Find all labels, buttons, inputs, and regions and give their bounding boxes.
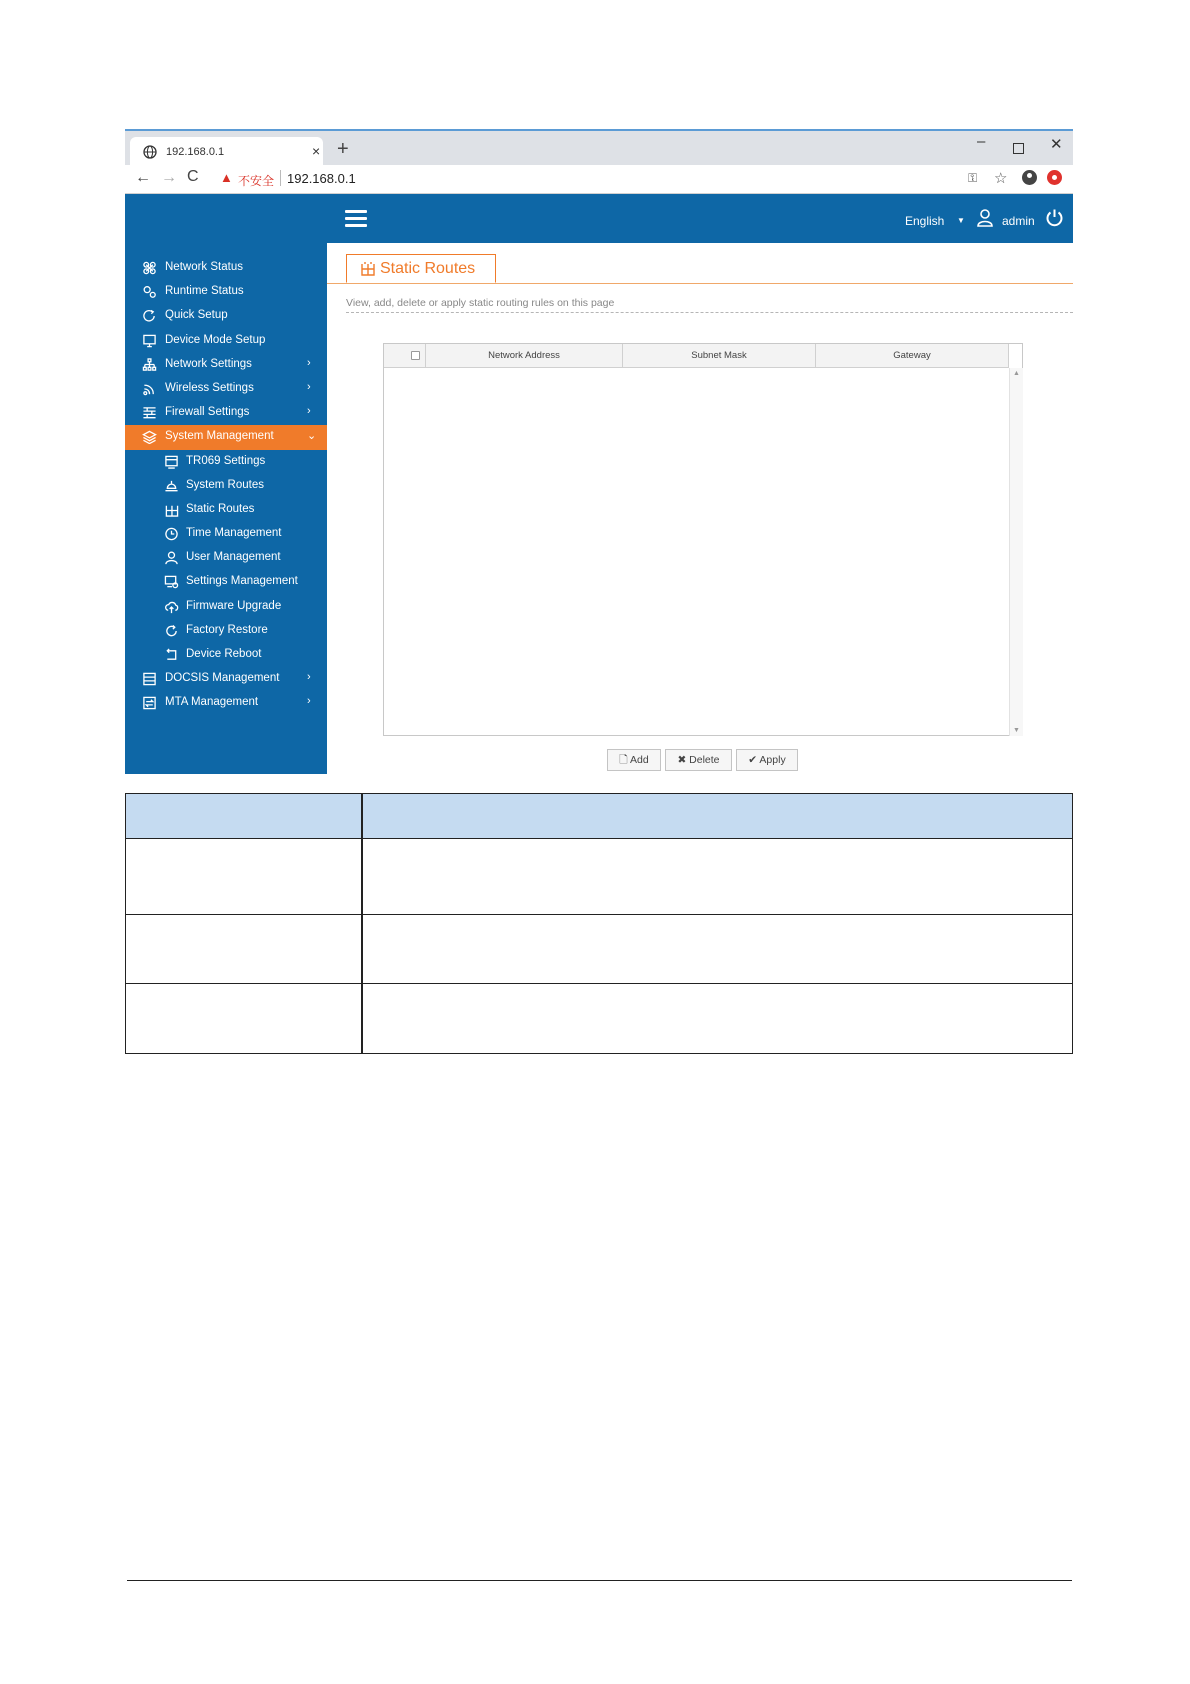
- language-caret-icon[interactable]: ▼: [957, 216, 965, 225]
- refresh-icon: [142, 309, 157, 323]
- sidebar-item-wireless-settings[interactable]: [125, 377, 327, 401]
- mta-icon: [142, 696, 157, 710]
- chevron-down-icon: ⌄: [307, 430, 317, 443]
- main-content: [327, 243, 1073, 774]
- sidebar-item-label: Quick Setup: [165, 309, 228, 322]
- layers-icon: [142, 430, 157, 444]
- sidebar-item-label: Device Reboot: [186, 648, 262, 660]
- sidebar-item-label: System Routes: [186, 478, 264, 491]
- sidebar-item-label: Static Routes: [186, 502, 255, 515]
- sidebar-item-label: Runtime Status: [165, 285, 244, 298]
- monitor-icon: [142, 334, 157, 348]
- back-icon[interactable]: ←: [135, 169, 151, 186]
- routes-icon: [164, 479, 179, 493]
- tab-close-icon[interactable]: ×: [312, 143, 321, 159]
- network-status-icon: [142, 261, 157, 275]
- url-input[interactable]: 192.168.0.1: [287, 171, 356, 186]
- document-table-divider: [361, 794, 363, 1053]
- page-footer-rule: [127, 1580, 1072, 1581]
- router-web-ui: [125, 194, 1073, 774]
- sidebar-item-system-management[interactable]: [125, 425, 327, 449]
- sidebar-item-label: Wireless Settings: [165, 381, 254, 394]
- sidebar-item-label: Firewall Settings: [165, 406, 250, 419]
- hamburger-menu-icon[interactable]: [345, 210, 367, 227]
- sidebar-item-docsis-management[interactable]: [125, 667, 327, 691]
- document-table: [125, 793, 1073, 1054]
- sidebar-item-label: Settings Management: [186, 575, 298, 588]
- chevron-right-icon: ›: [307, 356, 311, 369]
- page-title: Static Routes: [380, 260, 476, 277]
- sidebar-item-runtime-status[interactable]: [125, 280, 327, 304]
- scroll-up-icon[interactable]: ▲: [1013, 370, 1020, 377]
- select-all-checkbox[interactable]: [411, 351, 420, 360]
- document-table-row: [126, 984, 1072, 1053]
- sidebar-item-firewall-settings[interactable]: [125, 401, 327, 425]
- maximize-button[interactable]: [1013, 143, 1024, 154]
- static-routes-icon: [360, 261, 376, 277]
- sidebar-item-time-management[interactable]: [125, 522, 327, 546]
- clock-icon: [164, 527, 179, 541]
- power-icon[interactable]: [1045, 208, 1064, 227]
- document-table-header: [126, 794, 1072, 839]
- chevron-right-icon: ›: [307, 695, 311, 708]
- table-header: [384, 344, 1009, 368]
- table-scrollbar[interactable]: [1009, 368, 1023, 736]
- sidebar-item-label: DOCSIS Management: [165, 672, 280, 685]
- user-icon: [977, 209, 993, 227]
- sidebar-item-static-routes[interactable]: [125, 498, 327, 522]
- sidebar-item-label: Network Settings: [165, 357, 252, 370]
- user-icon: [164, 551, 179, 565]
- sidebar-item-label: Firmware Upgrade: [186, 599, 282, 612]
- select-all-cell: [384, 344, 426, 368]
- address-bar: [125, 165, 1073, 194]
- sidebar-item-network-status[interactable]: [125, 256, 327, 280]
- sidebar-item-label: Network Status: [165, 261, 243, 273]
- restore-icon: [164, 624, 179, 638]
- url-separator: [280, 170, 281, 186]
- sidebar-item-network-settings[interactable]: [125, 353, 327, 377]
- insecure-label[interactable]: 不安全: [238, 174, 275, 188]
- sidebar-item-device-mode-setup[interactable]: [125, 329, 327, 353]
- static-routes-icon: [164, 503, 179, 517]
- cloud-upload-icon: [164, 600, 179, 614]
- new-tab-button[interactable]: +: [337, 138, 349, 160]
- sidebar-item-device-reboot[interactable]: [125, 643, 327, 667]
- sidebar-item-label: TR069 Settings: [186, 454, 266, 467]
- chevron-right-icon: ›: [307, 405, 311, 418]
- sidebar-item-user-management[interactable]: [125, 546, 327, 570]
- globe-icon: [143, 145, 157, 159]
- column-network-address[interactable]: Network Address: [426, 344, 623, 368]
- sidebar: [125, 243, 327, 774]
- top-bar: [125, 194, 1073, 243]
- add-button[interactable]: 🗋 Add: [607, 749, 661, 771]
- sidebar-item-label: Factory Restore: [186, 623, 268, 636]
- chevron-right-icon: ›: [307, 671, 311, 684]
- sidebar-item-label: System Management: [165, 430, 274, 443]
- profile-icon[interactable]: [1022, 170, 1037, 185]
- chevron-right-icon: ›: [307, 380, 311, 393]
- document-table-row: [126, 839, 1072, 915]
- tab-strip: [125, 129, 1073, 165]
- wifi-icon: [142, 382, 157, 396]
- reboot-icon: [164, 648, 179, 662]
- page-description: View, add, delete or apply static routing rules on this page: [346, 297, 615, 309]
- sidebar-item-label: Device Mode Setup: [165, 333, 266, 346]
- forward-icon[interactable]: →: [161, 169, 177, 186]
- column-gateway[interactable]: Gateway: [816, 344, 1009, 368]
- sidebar-item-quick-setup[interactable]: [125, 304, 327, 328]
- browser-tab[interactable]: [130, 137, 323, 167]
- description-divider: [346, 312, 1073, 313]
- sidebar-menu: [125, 256, 327, 716]
- sidebar-item-label: User Management: [186, 551, 281, 564]
- title-underline: [327, 283, 1073, 284]
- warning-icon[interactable]: ▲: [220, 170, 233, 185]
- delete-button[interactable]: ✖ Delete: [665, 749, 732, 771]
- document-table-row: [126, 915, 1072, 984]
- tr069-icon: [164, 455, 179, 469]
- column-subnet-mask[interactable]: Subnet Mask: [623, 344, 816, 368]
- language-select[interactable]: English: [905, 214, 945, 228]
- window-close-button[interactable]: ✕: [1050, 136, 1063, 153]
- browser-window: [125, 129, 1073, 774]
- key-icon[interactable]: ⚿: [968, 171, 978, 185]
- docsis-icon: [142, 672, 157, 686]
- sidebar-item-settings-management[interactable]: [125, 570, 327, 594]
- settings-management-icon: [164, 575, 179, 589]
- sidebar-item-tr069-settings[interactable]: [125, 450, 327, 474]
- sitemap-icon: [142, 358, 157, 372]
- scroll-down-icon[interactable]: ▼: [1013, 727, 1020, 734]
- firewall-icon: [142, 406, 157, 420]
- sidebar-item-label: Time Management: [186, 527, 282, 540]
- static-routes-table: [383, 343, 1023, 736]
- sidebar-item-label: MTA Management: [165, 696, 259, 709]
- page-title-tab: [346, 254, 496, 283]
- tab-title: 192.168.0.1: [166, 146, 225, 158]
- sidebar-item-mta-management[interactable]: [125, 691, 327, 715]
- sidebar-item-system-routes[interactable]: [125, 474, 327, 498]
- sidebar-item-firmware-upgrade[interactable]: [125, 595, 327, 619]
- extension-icon[interactable]: [1047, 170, 1062, 185]
- user-name[interactable]: admin: [1002, 214, 1035, 228]
- gears-icon: [142, 285, 157, 299]
- reload-icon[interactable]: C: [187, 168, 199, 185]
- minimize-button[interactable]: –: [977, 133, 986, 150]
- sidebar-item-factory-restore[interactable]: [125, 619, 327, 643]
- bookmark-star-icon[interactable]: ☆: [994, 170, 1008, 187]
- apply-button[interactable]: ✔ Apply: [736, 749, 798, 771]
